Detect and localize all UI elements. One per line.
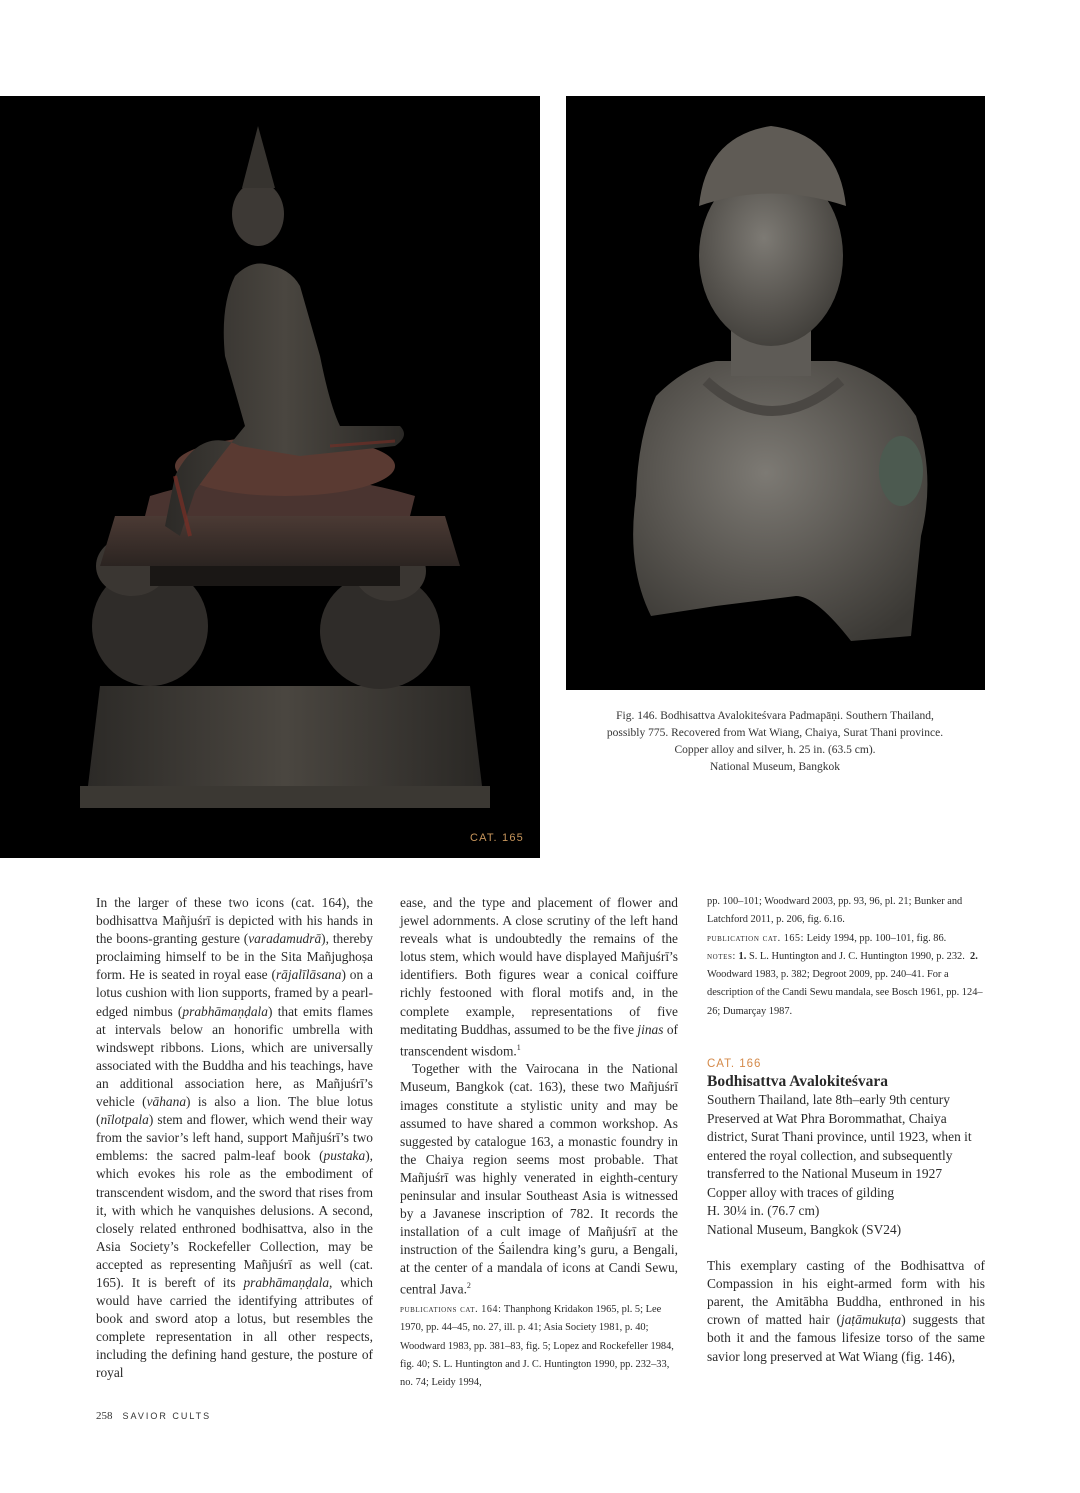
entry-title: Bodhisattva Avalokiteśvara xyxy=(707,1073,888,1091)
torso-image xyxy=(566,96,985,690)
figure-146-caption xyxy=(570,708,980,776)
section-name: SAVIOR CULTS xyxy=(122,1411,212,1421)
photo-avalokitesvara-torso xyxy=(566,96,985,690)
publications-cat-164: publications cat. 164: Thanphong Kridakon 1965, pl. 5; Lee 1970, pp. 44–45, no. 27, ill. p. 41; Asia Society 1981, p. 40; Woodward 1983, pp. 381–83, fig. 5; Lopez and Rockefeller 1984, fig. 40; S. L. Huntington and J. C. Huntington 1990, pp. 232–33, no. 74; Leidy 1994, xyxy=(400,1304,674,1389)
body-paragraph: In the larger of these two icons (cat. 164), the bodhisattva Mañjuśrī is depicted with his hands in the boons-granting gesture (varadamudrā), thereby proclaiming himself to be in the Sita Mañjughoṣa form. He is seated in royal ease (rājalīlāsana) on a lotus cushion with lion supports, framed by a pearl-edged nimbus (prabhāmaṇḍala) that emits flames at intervals below an honorific umbrella with windswept ribbons. Lions, which are universally associated with the Buddha and his teachings, have an additional association here, as Mañjuśrī’s vehicle (vāhana) is also a lion. The blue lotus (nīlotpala) stem and flower, which wend their way from the savior’s left hand, support Mañjuśrī’s two emblems: the sacred palm-leaf book (pustaka), which evokes his role as the embodiment of transcendent wisdom, and the sword that rises from it, with which he vanquishes delusions. A second, closely related enthroned bodhisattva, also in the Asia Society’s Rockefeller Collection, may be accepted as representing Mañjuśrī as well (cat. 165). It is bereft of its prabhāmaṇḍala, which would have carried the identifying attributes of book and sword atop a lotus, but resembles the complete representation in all other respects, including the defining hand gesture, the posture of royal xyxy=(96,895,374,1381)
caption-line: National Museum, Bangkok xyxy=(710,761,840,773)
body-paragraph: ease, and the type and placement of flower and jewel adornments. A close scrutiny of the left hand reveals what is undoubtedly the remains of the lotus stem, which would have displayed Mañjuśrī’s identifiers. Both figures wear a conical coiffure richly festooned with floral motifs and, in the complete example, representations of five meditating Buddhas, assumed to be the five jinas of transcendent wisdom.$^1$ xyxy=(400,895,678,1059)
meta-line: Copper alloy with traces of gilding xyxy=(707,1184,895,1200)
meta-line: National Museum, Bangkok (SV24) xyxy=(707,1221,902,1237)
notes: notes: 1. S. L. Huntington and J. C. Huntington 1990, p. 232. 2. Woodward 1983, p. 382; Degroot 2009, pp. 240–41. For a description of the Candi Sewu mandala, see Bosch 1961, pp. 124–26; Dumarçay 1987. xyxy=(707,950,983,1017)
text-column-3 xyxy=(707,893,985,1366)
cat-165-tag: CAT. 165 xyxy=(469,832,524,844)
meta-line: Southern Thailand, late 8th–early 9th century xyxy=(707,1092,950,1108)
text-column-2 xyxy=(400,894,678,1392)
photo-seated-bodhisattva xyxy=(0,96,540,858)
caption-line: Fig. 146. Bodhisattva Avalokiteśvara Padmapāṇi. Southern Thailand, xyxy=(616,710,934,722)
body-paragraph: Together with the Vairocana in the National Museum, Bangkok (cat. 163), these two Mañjuśrī images constitute a stylistic unity and may be assumed to have shared a common workshop. As suggested by catalogue 163, a monastic foundry in the Chaiya region seems most probable. That Mañjuśrī was highly venerated in eighth-century peninsular and insular Southeast Asia is witnessed by a Javanese inscription of 782. It records the installation of a cult image of Mañjuśrī at the instruction of the Śailendra king’s guru, a Bengali, at the center of a mandala of icons at Candi Sewu, central Java.$^2$ xyxy=(400,1061,678,1297)
page-footer xyxy=(96,1410,211,1422)
seated-bodhisattva-image xyxy=(0,96,540,858)
text-column-1 xyxy=(96,894,373,1383)
meta-line: Preserved at Wat Phra Borommathat, Chaiya district, Surat Thani province, until 1923, when it entered the royal collection, and subsequently transferred to the National Museum in 1927 xyxy=(707,1110,972,1182)
caption-line: possibly 775. Recovered from Wat Wiang, Chaiya, Surat Thani province. xyxy=(606,727,944,739)
cat-166-label: CAT. 166 xyxy=(707,1058,762,1071)
caption-line: Copper alloy and silver, h. 25 in. (63.5 cm). xyxy=(674,744,876,756)
body-paragraph: This exemplary casting of the Bodhisattva of Compassion in his eight-armed form with his parent, the Amitābha Buddha, enthroned in his crown of matted hair (jaṭāmukuṭa) suggests that both it and the famous lifesize torso of the same savior long preserved at Wat Wiang (fig. 146), xyxy=(707,1258,985,1364)
publications-continued: pp. 100–101; Woodward 2003, pp. 93, 96, pl. 21; Bunker and Latchford 2011, p. 206, fig. 6.16. xyxy=(707,896,963,926)
meta-line: H. 30¼ in. (76.7 cm) xyxy=(707,1203,820,1219)
publication-cat-165: publication cat. 165: Leidy 1994, pp. 100–101, fig. 86. xyxy=(707,932,947,944)
entry-metadata xyxy=(707,1091,985,1239)
page-number: 258 xyxy=(96,1410,113,1422)
